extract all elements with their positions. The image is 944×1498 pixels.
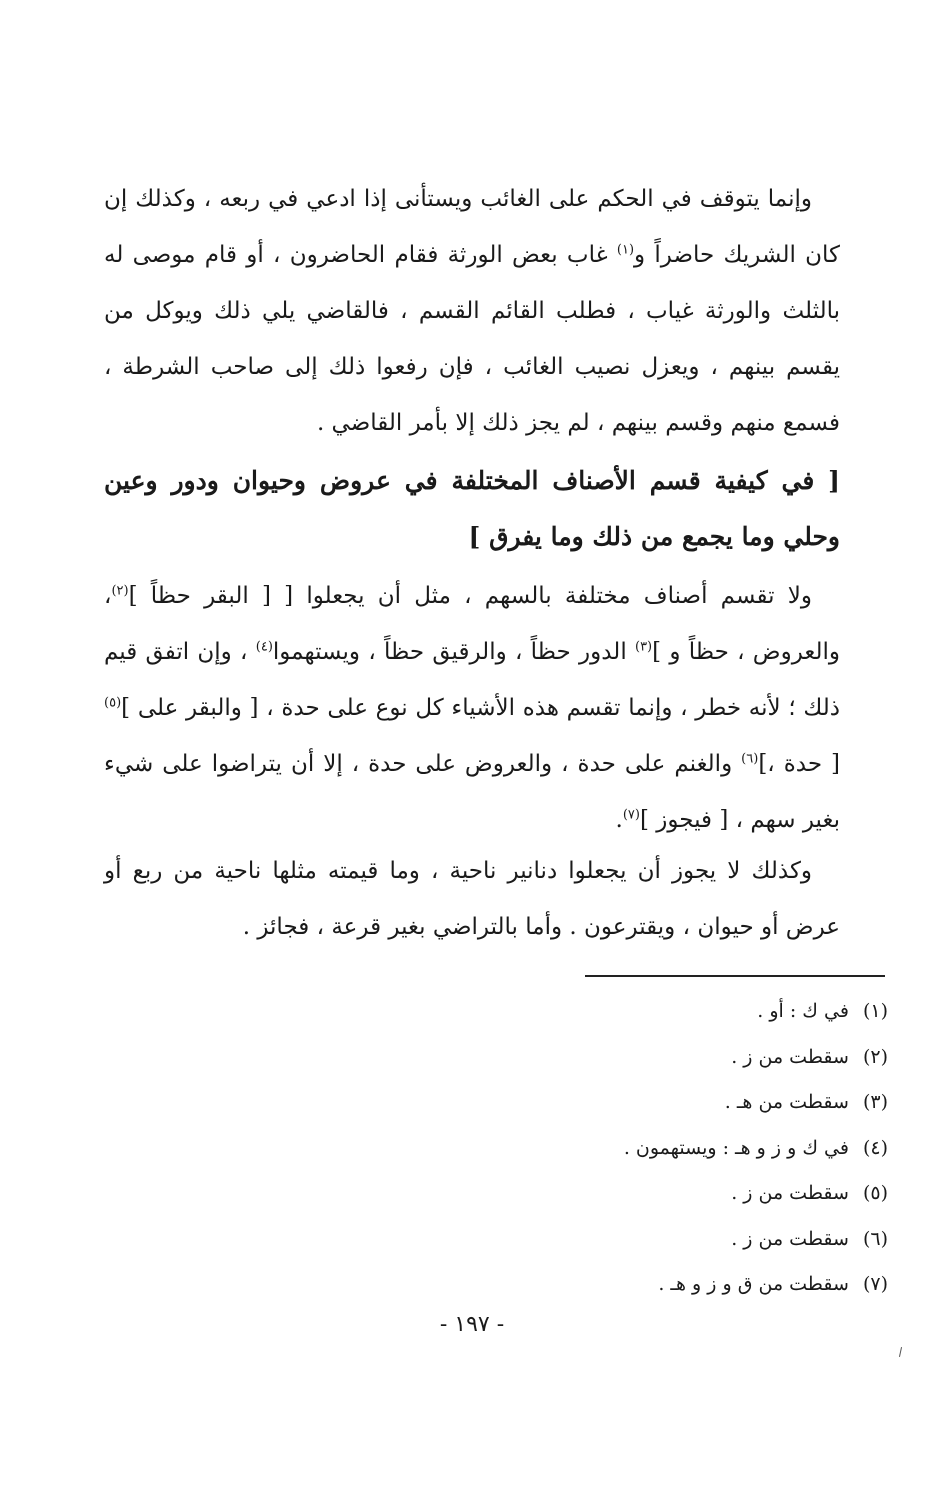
footnote-item: [468, 1267, 888, 1313]
footnote-ref-5: (٥): [104, 695, 122, 711]
footnote-ref-4: (٤): [255, 639, 273, 655]
footnote-text: في ك و ز و هـ : ويستهمون .: [623, 1136, 849, 1159]
footnote-number: (٦): [862, 1227, 888, 1250]
footnote-number: (٤): [862, 1136, 888, 1159]
footnote-number: (٣): [862, 1091, 888, 1113]
footnote-ref-3: (٣): [634, 639, 653, 655]
paragraph-2-text-b: ، والعروض ، حظاً و ]: [104, 583, 841, 665]
footnote-separator: [585, 975, 885, 977]
footnote-ref-7: (٧): [622, 807, 640, 823]
paragraph-2-text-g: .: [615, 807, 623, 833]
paragraph-2-text-e: [ حدة ،]: [758, 751, 840, 777]
footnote-text: في ك : أو .: [757, 1000, 849, 1022]
page-number: - ١٩٧ -: [439, 1312, 505, 1337]
paragraph-2-text-d: ، وإن اتفق قيم ذلك ؛ لأنه خطر ، وإنما تقسم هذه الأشياء كل نوع على حدة ، [ والبقر على ]: [104, 639, 840, 721]
paragraph-2-text-f: والغنم على حدة ، والعروض على حدة ، إلا أن يتراضوا على شيء بغير سهم ، [ فيجوز ]: [104, 751, 840, 833]
footnote-item: [468, 1085, 888, 1131]
footnote-text: سقطت من هـ .: [724, 1091, 849, 1113]
footnote-text: سقطت من ز .: [731, 1227, 849, 1250]
paragraph-1: [104, 171, 840, 451]
footnote-number: (١): [862, 1000, 888, 1022]
paragraph-3: وكذلك لا يجوز أن يجعلوا دنانير ناحية ، وما قيمته مثلها ناحية من ربع أو عرض أو حيوان ، ويقترعون . وأما بالتراضي بغير قرعة ، فجائز .: [104, 858, 840, 940]
footnotes-list: [468, 994, 888, 1313]
section-heading: [ في كيفية قسم الأصناف المختلفة في عروض وحيوان ودور وعين وحلي وما يجمع من ذلك وما يفرق ]: [104, 466, 840, 551]
paragraph-1-text-a: وإنما يتوقف في الحكم على الغائب ويستأنى إذا ادعي في ربعه ، وكذلك إن كان الشريك حاضراً و: [104, 186, 840, 268]
footnote-text: سقطت من ز .: [731, 1182, 849, 1204]
footnote-number: (٢): [862, 1045, 888, 1068]
footnote-ref-6: (٦): [741, 751, 759, 767]
footnote-ref-1: (١): [616, 242, 635, 258]
footnote-item: [468, 1131, 888, 1177]
paragraph-1-text-b: غاب بعض الورثة فقام الحاضرون ، أو قام موصى له بالثلث والورثة غياب ، فطلب القائم القسم ، فالقاضي يلي ذلك ويوكل من يقسم بينهم ، ويعزل نصيب الغائب ، فإن رفعوا ذلك إلى صاحب الشرطة ، فسمع منهم وقسم بينهم ، لم يجز ذلك إلا بأمر القاضي .: [104, 242, 840, 436]
paragraph-2: [104, 568, 840, 848]
footnote-item: [468, 1040, 888, 1086]
footnote-number: (٧): [862, 1273, 888, 1295]
paragraph-2-text-c: الدور حظاً ، والرقيق حظاً ، ويستهموا: [272, 639, 635, 665]
paragraph-2-text-a: ولا تقسم أصناف مختلفة بالسهم ، مثل أن يجعلوا [ [ البقر حظاً ]: [128, 583, 812, 609]
scan-mark: [899, 1347, 902, 1357]
footnote-text: سقطت من ق و ز و هـ .: [658, 1273, 849, 1295]
footnote-number: (٥): [862, 1182, 888, 1204]
footnote-ref-2: (٢): [111, 583, 129, 599]
footnote-item: [468, 994, 888, 1040]
footnote-text: سقطت من ز .: [731, 1045, 849, 1068]
footnote-item: [468, 1222, 888, 1268]
footnote-item: [468, 1176, 888, 1222]
